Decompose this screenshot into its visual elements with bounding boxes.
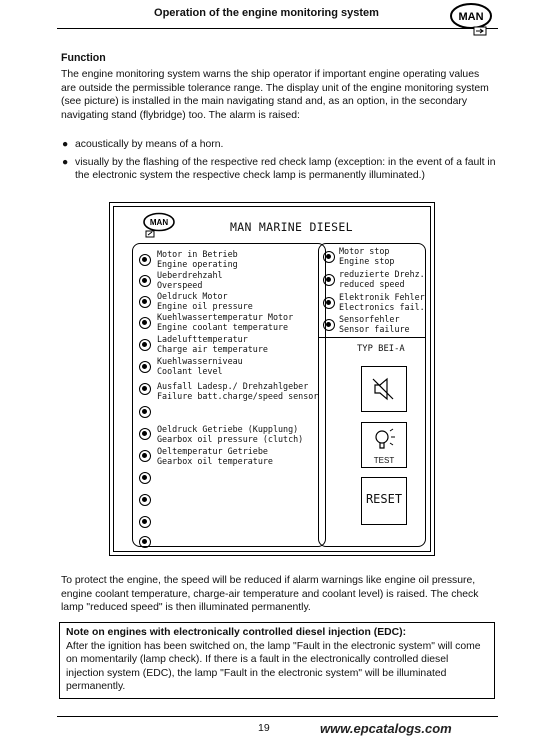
lamp-label: Oeldruck Motor Engine oil pressure [157,291,253,311]
panel-logo-text: MAN [149,218,169,227]
bullet-icon: ● [62,139,69,150]
check-lamp [139,450,151,462]
check-lamp [323,274,335,286]
lamp-label: Elektronik Fehler Electronics fail. [339,292,425,312]
intro-paragraph: The engine monitoring system warns the ship operator if important engine operating values are outside the permissible tolerance range. The display unit of the engine monitoring system (see picture) is installed in the main navigating stand and, as an option, in the secondary navigating stand (flybridge) too. The alarm is raised: [61,69,489,121]
check-lamp [139,339,151,351]
note-text: After the ignition has been switched on, the lamp "Fault in the electronic system" will come on momentarily (lamp check). If there is a fault in the electronically controlled diesel injection system (EDC), the lamp "Fault in the electronic system" will be illuminated permanently. [66,640,481,692]
check-lamp [139,361,151,373]
check-lamp [139,516,151,528]
check-lamp [139,536,151,548]
lamp-label: Oeldruck Getriebe (Kupplung) Gearbox oil pressure (clutch) [157,424,304,444]
left-lamp-group [132,243,326,547]
lamp-test-button[interactable] [361,422,407,468]
reset-button[interactable] [361,477,407,525]
bullet-text: acoustically by means of a horn. [75,139,224,150]
bullet-icon: ● [62,156,69,168]
lamp-label: Kuehlwassertemperatur Motor Engine coolant temperature [157,312,294,332]
lamp-label: Kuehlwasserniveau Coolant level [157,356,243,376]
section-title: Function [61,52,106,64]
check-lamp [323,251,335,263]
lamp-label: Ueberdrehzahl Overspeed [157,270,223,290]
list-item [61,156,501,183]
lamp-label: Sensorfehler Sensor failure [339,314,410,334]
speed-reduction-paragraph: To protect the engine, the speed will be reduced if alarm warnings like engine oil pressure, engine coolant temperature, charge-air temperature and coolant level) is raised. The check lamp "reduced speed" is then illuminated permanently. [61,575,479,613]
lamp-label: reduzierte Drehz. reduced speed [339,269,425,289]
check-lamp [323,297,335,309]
man-logo [449,2,493,38]
lamp-label: Ladelufttemperatur Charge air temperature [157,334,268,354]
check-lamp [139,383,151,395]
check-lamp [139,254,151,266]
header-rule [57,28,498,29]
type-label: TYP BEI-A [357,344,405,354]
panel-man-logo [142,212,176,240]
page-number: 19 [258,722,270,734]
right-lamp-group [318,243,426,547]
note-title: Note on engines with electronically controlled diesel injection (EDC): [66,627,407,638]
check-lamp [139,275,151,287]
edc-note-box [59,622,495,699]
list-item [61,138,501,152]
watermark-text: www.epcatalogs.com [320,721,452,736]
check-lamp [139,296,151,308]
bullet-text: visually by the flashing of the respective red check lamp (exception: in the event of a fault in the electronic system the respective check lamp is permanently illuminated.) [75,156,496,181]
test-label: TEST [373,456,395,465]
panel-inner-frame [113,206,431,552]
lamp-test-icon [362,423,406,457]
horn-mute-button[interactable] [361,366,407,412]
check-lamp [139,428,151,440]
check-lamp [139,317,151,329]
divider [318,337,426,338]
horn-mute-icon [362,367,406,411]
check-lamp [139,472,151,484]
check-lamp [323,319,335,331]
panel-title: MAN MARINE DIESEL [230,220,353,234]
display-panel [109,202,435,556]
lamp-label: Ausfall Ladesp./ Drehzahlgeber Failure batt.charge/speed sensor [157,381,319,401]
man-logo-text: MAN [458,11,484,23]
check-lamp [139,494,151,506]
check-lamp [139,406,151,418]
lamp-label: Motor stop Engine stop [339,246,395,266]
lamp-label: Motor in Betrieb Engine operating [157,249,238,269]
page-header-title: Operation of the engine monitoring system [154,7,379,19]
lamp-label: Oeltemperatur Getriebe Gearbox oil temperature [157,446,273,466]
footer-rule [57,716,498,717]
alarm-bullet-list [61,138,501,187]
reset-label: RESET [365,492,403,506]
